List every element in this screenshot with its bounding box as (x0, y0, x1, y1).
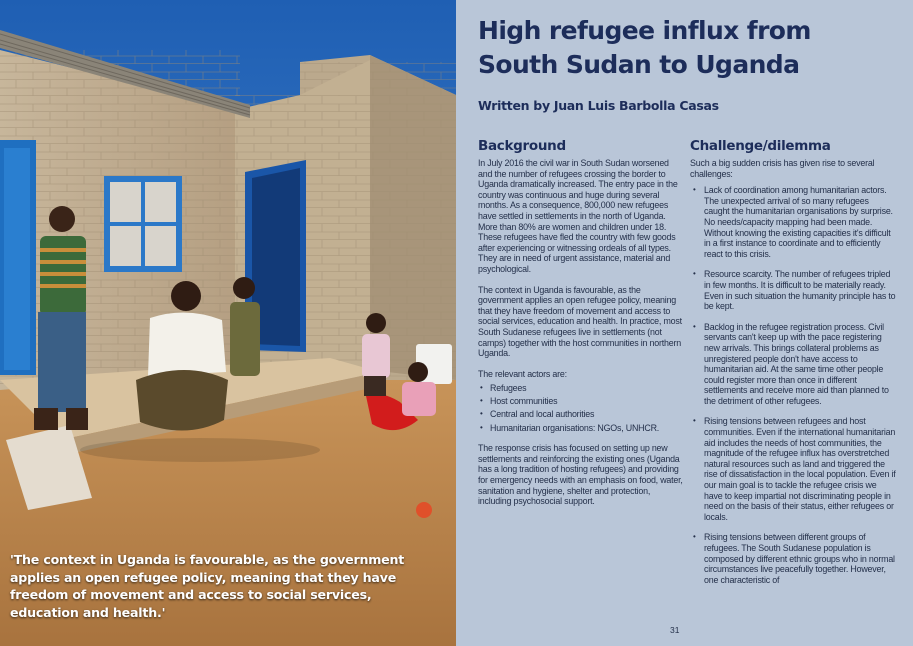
challenge-heading: Challenge/dilemma (690, 138, 831, 154)
background-paragraph-3: The response crisis has focused on setting up new settlements and reinforcing the existing ones (Uganda has a long tradition of hosting refugees) and providing for emergency needs with an emphasis on food, water, sanitation and hygiene, shelter and protection, including psychosocial support. (478, 443, 683, 507)
list-item: • Host communities (478, 396, 683, 407)
list-item: • Central and local authorities (478, 409, 683, 420)
list-item: • Rising tensions between different groups of refugees. The South Sudanese population is composed by different ethnic groups who in normal circumstances live peacefully together. However, one characteristic of (690, 532, 896, 585)
list-item: • Backlog in the refugee registration process. Civil servants can't keep up with the pace registering new arrivals. This brings collateral problems as unregistered people don't have access to humanitarian aid. At the same time other people could register more than once in different settlements and receive more aid than planned to the detriment of other refugees. (690, 322, 896, 407)
background-column (478, 138, 683, 517)
list-item: • Refugees (478, 383, 683, 394)
challenge-intro: Such a big sudden crisis has given rise to several challenges: (690, 158, 875, 179)
page-number: 31 (670, 625, 680, 635)
article-author: Written by Juan Luis Barbolla Casas (478, 98, 719, 113)
challenge-column (690, 138, 896, 595)
challenges-list (690, 185, 896, 585)
article-title: High refugee influx from South Sudan to Uganda (478, 16, 811, 79)
refugee-family-photo (0, 0, 456, 646)
list-item: • Resource scarcity. The number of refugees tripled in few months. It is difficult to be materially ready. Even in such situation the humanity principle has to be kept. (690, 269, 896, 311)
photo-illustration (0, 0, 456, 646)
actors-list (478, 383, 683, 433)
article-page (456, 0, 913, 646)
list-item: • Lack of coordination among humanitarian actors. The unexpected arrival of so many refugees caught the humanitarian organisations by surprise. No needs/capacity mapping had been made. Without knowing the existing capacities it's difficult in a first instance to coordinate and to efficiently react to this crisis. (690, 185, 896, 259)
background-paragraph-1: In July 2016 the civil war in South Sudan worsened and the number of refugees crossing the border to Uganda dramatically increased. The entry pace in the country was continuous and huge during several months. As a consequence, 800,000 new refugees have settled in settlements in the north of Uganda. More than 80% are women and children under 18. These refugees have fled the country with few goods after experiencing or witnessing ordeals of all types. They are in need of urgent assistance, material and psychological. (478, 158, 678, 274)
photo-pull-quote: 'The context in Uganda is favourable, as the government applies an open refugee policy, meaning that they have freedom of movement and access to social services, education and health.' (10, 552, 405, 620)
actors-intro: The relevant actors are: (478, 368, 567, 379)
background-paragraph-2: The context in Uganda is favourable, as the government applies an open refugee policy, meaning that they have freedom of movement and access to social services, education and health. In practice, most South Sudanese refugees live in settlements (not camps) together with the host communities in northern Uganda. (478, 284, 682, 359)
list-item: • Rising tensions between refugees and host communities. Even if the international humanitarian aid includes the needs of host communities, the magnitude of the refugee influx has overstretched natural resources such as land and triggered the rise of dissatisfaction in the local population. Even if our main goal is to tackle the refugee crisis we have to keep impartial not discriminating people in need on the basis of their status, either refugees or locals. (690, 416, 896, 522)
list-item: • Humanitarian organisations: NGOs, UNHCR. (478, 423, 683, 434)
background-heading: Background (478, 138, 566, 154)
